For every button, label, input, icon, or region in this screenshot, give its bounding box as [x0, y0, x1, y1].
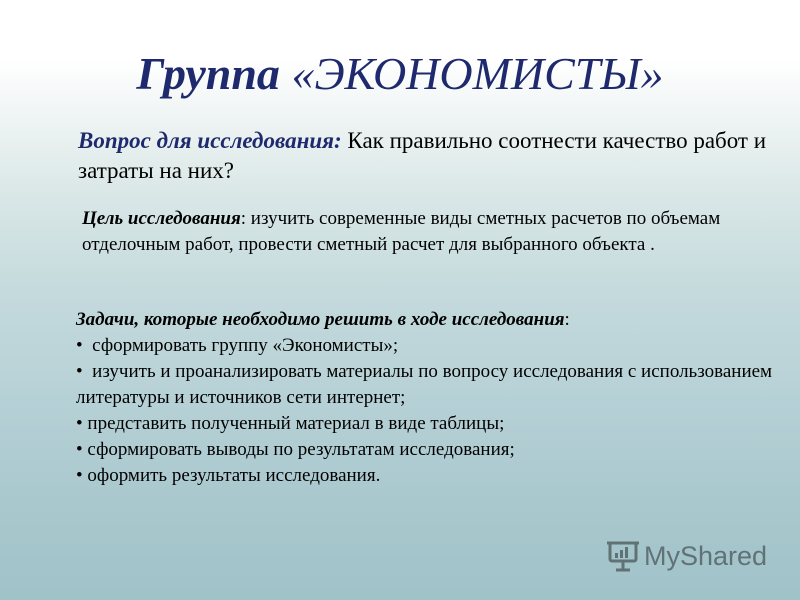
title-bold-part: Группа — [136, 48, 280, 99]
tasks-heading-text: Задачи, которые необходимо решить в ходе исследования — [76, 309, 565, 330]
slide-title — [0, 44, 800, 104]
task-item: • сформировать группу «Экономисты»; — [76, 333, 776, 359]
task-item: • сформировать выводы по результатам исследования; — [76, 437, 776, 463]
task-item: • изучить и проанализировать материалы по вопросу исследования с использованием литературы и источников сети интернет; — [76, 359, 776, 411]
question-label: Вопрос для исследования: — [78, 128, 342, 153]
research-question — [78, 126, 778, 186]
research-goal — [82, 206, 762, 258]
tasks-heading — [76, 307, 776, 333]
logo-text: MyShared — [644, 540, 768, 571]
question-text: Как правильно соотнести качество работ и затраты на них? — [78, 128, 767, 183]
task-item: • представить полученный материал в виде таблицы; — [76, 411, 776, 437]
presentation-board-icon — [606, 539, 640, 573]
tasks-heading-suffix: : — [564, 309, 570, 330]
research-tasks — [76, 307, 776, 489]
myshared-logo[interactable] — [606, 536, 767, 576]
tasks-list — [76, 333, 776, 489]
title-rest-part: «ЭКОНОМИСТЫ» — [279, 48, 664, 99]
task-item: • оформить результаты исследования. — [76, 463, 776, 489]
goal-label: Цель исследования — [82, 208, 241, 229]
goal-text: : изучить современные виды сметных расчетов по объемам отделочным работ, провести сметный расчет для выбранного объекта . — [82, 208, 721, 255]
